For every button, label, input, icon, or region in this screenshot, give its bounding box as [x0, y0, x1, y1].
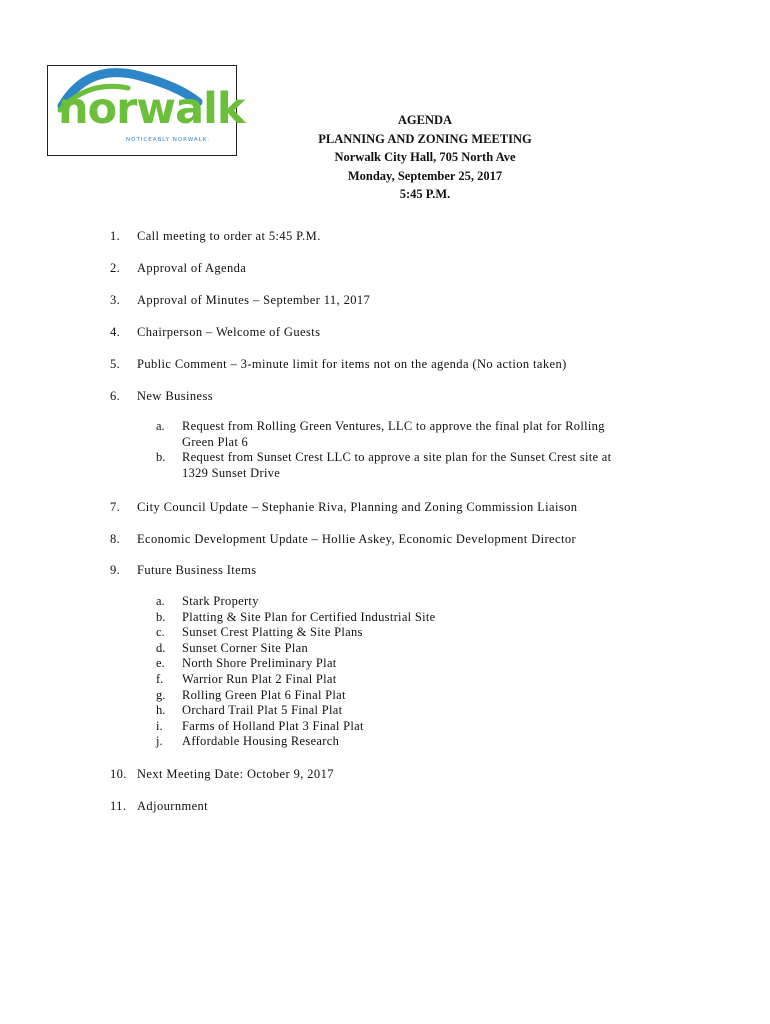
item-number: 5.: [110, 357, 121, 371]
sub-text: Platting & Site Plan for Certified Industrial Site: [182, 609, 436, 624]
list-item: [156, 703, 656, 719]
sub-text: Green Plat 6: [182, 434, 249, 449]
sub-letter: b.: [156, 450, 166, 465]
list-item: [156, 656, 656, 672]
sub-letter: e.: [156, 656, 165, 671]
list-item: [156, 672, 656, 688]
item-text: Public Comment – 3-minute limit for items not on the agenda (No action taken): [137, 357, 567, 371]
item-number: 2.: [110, 261, 121, 275]
agenda-item: [110, 389, 213, 404]
item-number: 7.: [110, 500, 121, 514]
list-item: [156, 734, 656, 750]
logo-tagline: NOTICEABLY NORWALK.: [126, 137, 211, 143]
agenda-item: [110, 563, 257, 578]
item-number: 1.: [110, 229, 121, 243]
header-date: Monday, September 25, 2017: [347, 168, 503, 183]
sub-text: Farms of Holland Plat 3 Final Plat: [182, 718, 364, 733]
sub-letter: h.: [156, 703, 166, 718]
list-item: [156, 419, 656, 450]
header-title: AGENDA: [397, 113, 453, 127]
item-text: City Council Update – Stephanie Riva, Planning and Zoning Commission Liaison: [137, 500, 578, 514]
item-text: New Business: [137, 389, 213, 403]
item-text: Approval of Agenda: [137, 261, 247, 275]
sub-text: Orchard Trail Plat 5 Final Plat: [182, 703, 343, 718]
sub-letter: j.: [156, 734, 163, 749]
sub-text: 1329 Sunset Drive: [182, 465, 281, 480]
logo-wordmark: norwalk: [58, 84, 245, 134]
header-location: Norwalk City Hall, 705 North Ave: [334, 150, 516, 164]
sub-text: Sunset Crest Platting & Site Plans: [182, 625, 363, 640]
item-number: 6.: [110, 389, 121, 403]
sub-text: North Shore Preliminary Plat: [182, 656, 337, 671]
sub-letter: a.: [156, 594, 165, 608]
list-item: [156, 719, 656, 735]
agenda-header: [0, 111, 770, 204]
sub-text: Warrior Run Plat 2 Final Plat: [182, 671, 337, 686]
item-number: 9.: [110, 563, 121, 577]
agenda-item: [110, 261, 246, 276]
list-item: [156, 610, 656, 626]
sub-text: Rolling Green Plat 6 Final Plat: [182, 687, 346, 702]
list-item: [156, 450, 656, 481]
item-number: 3.: [110, 293, 121, 307]
item-text: Adjournment: [137, 799, 209, 813]
agenda-item: [110, 357, 567, 372]
sub-text: Affordable Housing Research: [182, 734, 340, 749]
sub-text: Request from Sunset Crest LLC to approve a site plan for the Sunset Crest site at: [182, 450, 612, 465]
item-text: Economic Development Update – Hollie Askey, Economic Development Director: [137, 532, 577, 546]
sub-letter: d.: [156, 640, 166, 655]
agenda-item: [110, 293, 370, 308]
item-number: 10.: [110, 767, 127, 781]
agenda-item: [110, 500, 577, 515]
header-time: 5:45 P.M.: [399, 187, 451, 201]
header-meeting-name: PLANNING AND ZONING MEETING: [318, 131, 532, 146]
item-text: Chairperson – Welcome of Guests: [137, 325, 321, 339]
list-item: [156, 625, 656, 641]
item-text: Call meeting to order at 5:45 P.M.: [137, 229, 321, 243]
agenda-item: [110, 229, 321, 244]
item-text: Future Business Items: [137, 563, 257, 577]
item-text: Approval of Minutes – September 11, 2017: [137, 293, 371, 307]
agenda-item: [110, 799, 208, 814]
list-item: [156, 594, 656, 610]
sub-text: Request from Rolling Green Ventures, LLC to approve the final plat for Rolling: [182, 419, 605, 433]
item-number: 8.: [110, 532, 121, 546]
list-item: [156, 641, 656, 657]
agenda-item: [110, 532, 576, 547]
item-text: Next Meeting Date: October 9, 2017: [137, 767, 334, 781]
item-number: 4.: [110, 325, 121, 339]
new-business-list: [156, 419, 656, 481]
agenda-item: [110, 325, 320, 340]
list-item: [156, 688, 656, 704]
sub-letter: f.: [156, 671, 164, 686]
item-number: 11.: [110, 799, 127, 813]
sub-letter: i.: [156, 718, 163, 733]
future-business-list: [156, 594, 656, 750]
sub-text: Sunset Corner Site Plan: [182, 640, 308, 655]
sub-text: Stark Property: [182, 594, 259, 608]
agenda-item: [110, 767, 334, 782]
sub-letter: g.: [156, 687, 166, 702]
sub-letter: b.: [156, 609, 166, 624]
sub-letter: c.: [156, 625, 165, 640]
sub-letter: a.: [156, 419, 165, 433]
